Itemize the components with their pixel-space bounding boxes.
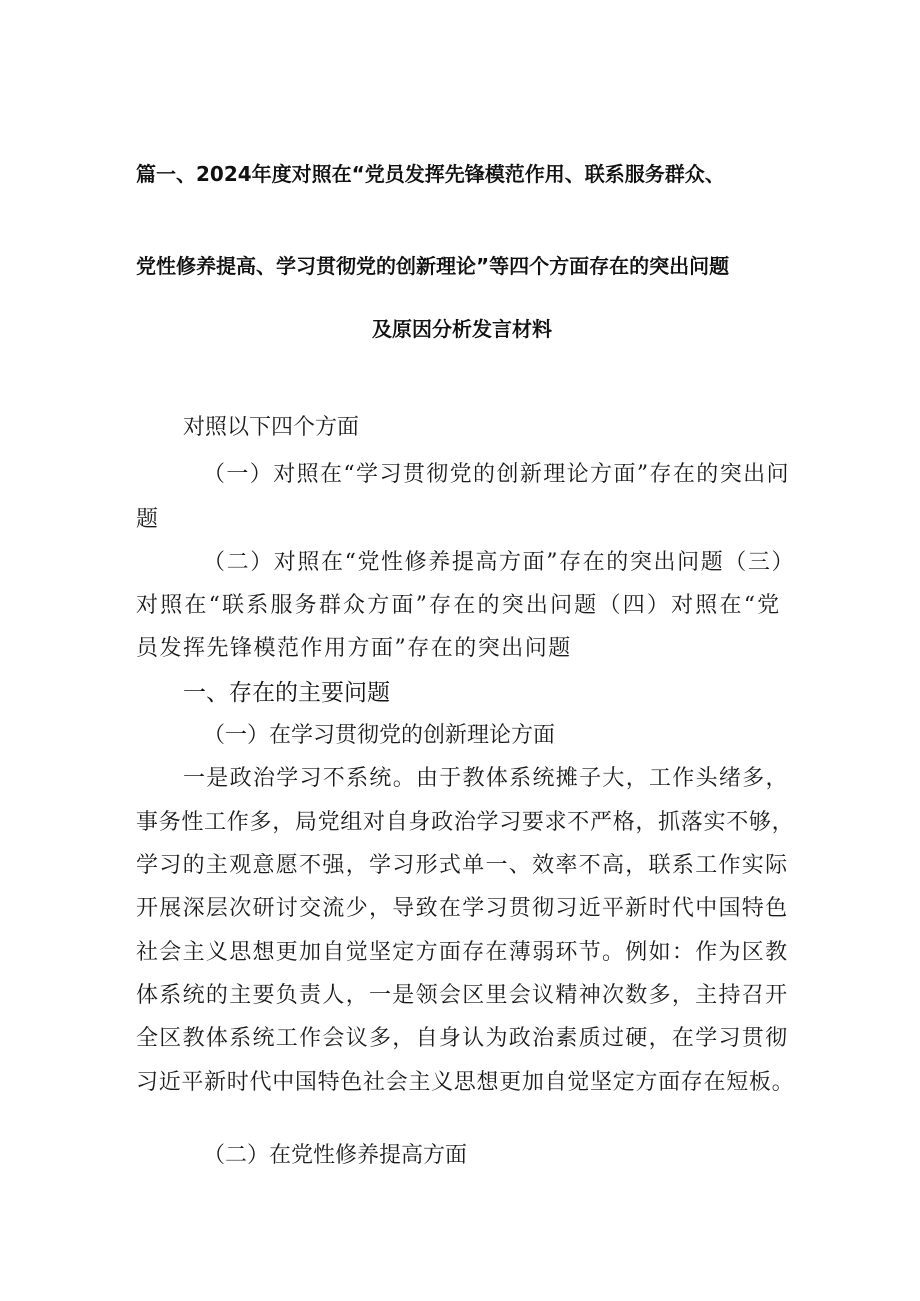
intro-items234-line1: （二）对照在“党性修养提高方面”存在的突出问题（三） (203, 550, 796, 575)
intro-items234-line2: 对照在“联系服务群众方面”存在的突出问题（四）对照在“党 (136, 593, 782, 618)
section1-sub2: （二）在党性修养提高方面 (203, 1143, 468, 1168)
section1-para-line-7: 全区教体系统工作会议多，自身认为政治素质过硬，在学习贯彻 (136, 1026, 789, 1051)
section1-para-line-3: 学习的主观意愿不强，学习形式单一、效率不高，联系工作实际 (136, 853, 789, 878)
intro-items234-line3: 员发挥先锋模范作用方面”存在的突出问题 (136, 636, 572, 661)
section1-sub1: （一）在学习贯彻党的创新理论方面 (203, 723, 556, 748)
section1-para-line-1: 一是政治学习不系统。由于教体系统摊子大，工作头绪多， (183, 766, 789, 791)
intro-item1-line1: （一）对照在“学习贯彻党的创新理论方面”存在的突出问 (203, 462, 790, 487)
document-title-line-3: 及原因分析发言材料 (372, 317, 552, 341)
section1-para-line-5: 社会主义思想更加自觉坚定方面存在薄弱环节。例如：作为区教 (136, 940, 789, 965)
intro-lead: 对照以下四个方面 (183, 415, 360, 440)
section1-para-line-8: 习近平新时代中国特色社会主义思想更加自觉坚定方面存在短板。 (136, 1070, 795, 1095)
section1-heading: 一、存在的主要问题 (183, 680, 390, 706)
intro-item1-line2: 题 (136, 507, 159, 532)
section1-para-line-4: 开展深层次研讨交流少，导致在学习贯彻习近平新时代中国特色 (136, 896, 789, 921)
document-title-line-2: 党性修养提高、学习贯彻党的创新理论”等四个方面存在的突出问题 (136, 254, 730, 278)
section1-para-line-6: 体系统的主要负责人，一是领会区里会议精神次数多，主持召开 (136, 983, 789, 1008)
section1-para-line-2: 事务性工作多，局党组对自身政治学习要求不严格，抓落实不够， (136, 810, 795, 835)
document-title-line-1: 篇一、2024年度对照在“党员发挥先锋模范作用、联系服务群众、 (136, 162, 725, 186)
